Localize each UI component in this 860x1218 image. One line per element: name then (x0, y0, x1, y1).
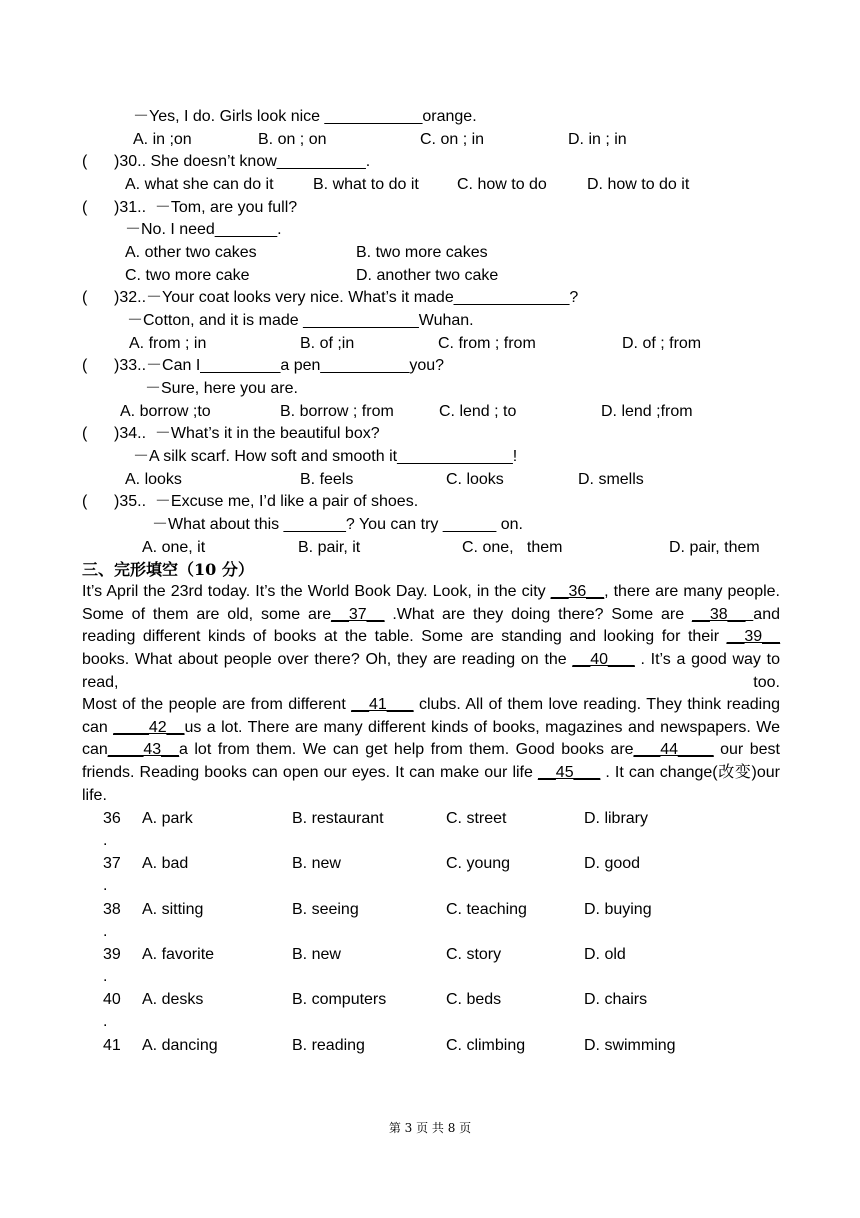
q34-option-a: A. looks (125, 471, 182, 488)
cloze-question-number: 38 (103, 900, 121, 918)
cloze-number-dot: . (103, 877, 108, 895)
q32-option-a: A. from ; in (129, 335, 207, 352)
q30-option-d: D. how to do it (587, 176, 690, 193)
cloze-question-number: 36 (103, 810, 121, 827)
cloze-question-number: 41 (103, 1036, 121, 1054)
cloze-option-d: D. good (584, 855, 641, 873)
answer-blank: __41___ (351, 696, 414, 713)
passage-text: . It’s a good way to read, too. (82, 651, 781, 691)
q32-option-d: D. of ; from (622, 335, 702, 352)
cloze-option-d: D. swimming (584, 1036, 676, 1054)
cloze-option-c: C. story (446, 945, 502, 963)
cloze-option-b: B. reading (292, 1036, 365, 1054)
answer-blank: __38__ (692, 605, 754, 623)
answer-blank: ____42__ (113, 718, 185, 736)
answer-blank: ____43__ (107, 741, 179, 759)
q30-option-b: B. what to do it (313, 176, 419, 193)
q35-stem: ( )35.. －Excuse me, I’d like a pair of shoes. (82, 493, 419, 510)
passage-text: It’s April the 23rd today. It’s the World Book Day. Look, in the city (82, 583, 551, 600)
answer-blank: __40___ (572, 651, 635, 669)
q34-stem: ( )34.. －What’s it in the beautiful box? (82, 425, 380, 442)
q32-reply: －Cotton, and it is made _____________Wuhan. (127, 312, 474, 329)
q30-option-c: C. how to do (457, 176, 547, 193)
section-title: 三、完形填空（10 分） (82, 560, 254, 579)
cloze-option-c: C. climbing (446, 1036, 526, 1054)
q32-option-b: B. of ;in (300, 335, 355, 352)
cloze-option-c: C. street (446, 810, 507, 827)
q31-reply: －No. I need_______. (125, 221, 282, 238)
cloze-number-dot: . (103, 967, 108, 985)
cloze-option-b: B. seeing (292, 900, 359, 918)
passage-text: .What are they doing there? Some are (384, 605, 693, 623)
answer-blank: __39__ (726, 628, 780, 646)
q31-option-a: A. other two cakes (125, 244, 257, 261)
answer-blank: __45___ (538, 764, 601, 782)
cloze-number-dot: . (103, 1013, 108, 1031)
passage-text: a lot from them. We can get help from them. Good books are (178, 741, 634, 759)
cloze-option-a: A. desks (142, 991, 204, 1009)
cloze-question-number: 40 (103, 991, 121, 1009)
passage-paragraph-2 (82, 694, 780, 808)
q29-option-c: C. on ; in (420, 131, 485, 148)
q29-option-a: A. in ;on (133, 131, 192, 148)
cloze-option-b: B. new (292, 945, 341, 963)
q31-option-d: D. another two cake (356, 267, 499, 284)
q34-reply: －A silk scarf. How soft and smooth it_____________! (133, 448, 518, 465)
cloze-option-c: C. teaching (446, 900, 527, 918)
q33-option-d: D. lend ;from (601, 403, 693, 420)
q35-reply: －What about this _______? You can try ______ on. (152, 516, 523, 533)
cloze-option-a: A. sitting (142, 900, 204, 918)
passage-text: our best friends. Reading books can open our eyes. It can make our life (82, 741, 780, 782)
passage-text: books. What about people over there? Oh, they are reading on the (82, 651, 573, 669)
q35-option-b: B. pair, it (298, 539, 361, 556)
cloze-option-d: D. library (584, 810, 649, 827)
passage-text: clubs. All of them love reading. They think reading can (82, 696, 780, 736)
cloze-option-d: D. buying (584, 900, 652, 918)
q32-option-c: C. from ; from (438, 335, 536, 352)
cloze-question-number: 37 (103, 855, 121, 873)
q31-option-b: B. two more cakes (356, 244, 488, 261)
q32-stem: ( )32..－Your coat looks very nice. What’s it made_____________? (82, 289, 579, 306)
q33-reply: －Sure, here you are. (145, 380, 298, 397)
page-footer: 第 3 页 共 8 页 (388, 1121, 472, 1135)
answer-blank: ___44____ (633, 741, 714, 759)
cloze-option-c: C. young (446, 855, 511, 873)
passage-text: . It can change(改变)our life. (82, 764, 780, 804)
passage-text: , there are many people. Some of them are old, some are (82, 583, 780, 623)
q29-option-b: B. on ; on (258, 131, 327, 148)
answer-blank: __36__ (550, 583, 605, 600)
cloze-question-number: 39 (103, 945, 121, 963)
cloze-option-d: D. old (584, 945, 626, 963)
cloze-number-dot: . (103, 922, 108, 940)
cloze-option-a: A. dancing (142, 1036, 218, 1054)
q35-option-a: A. one, it (142, 539, 206, 556)
cloze-option-c: C. beds (446, 991, 502, 1009)
q30-option-a: A. what she can do it (125, 176, 274, 193)
cloze-option-a: A. bad (142, 855, 189, 873)
q33-option-a: A. borrow ;to (120, 403, 211, 420)
q34-option-d: D. smells (578, 471, 644, 488)
q34-option-c: C. looks (446, 471, 504, 488)
cloze-option-a: A. favorite (142, 945, 215, 963)
cloze-number-dot: . (103, 832, 108, 849)
q33-option-c: C. lend ; to (439, 403, 517, 420)
q29-reply: －Yes, I do. Girls look nice ___________orange. (133, 108, 477, 125)
q33-stem: ( )33..－Can I_________a pen__________you? (82, 357, 445, 374)
passage-paragraph-1 (82, 581, 780, 695)
cloze-option-b: B. new (292, 855, 341, 873)
cloze-option-d: D. chairs (584, 991, 648, 1009)
passage-text: and reading different kinds of books at the table. Some are standing and looking for their (82, 605, 780, 646)
passage-text: us a lot. There are many different kinds of books, magazines and newspapers. We can (82, 718, 780, 759)
q30-stem: ( )30.. She doesn’t know__________. (82, 153, 371, 170)
q29-option-d: D. in ; in (568, 131, 627, 148)
q31-option-c: C. two more cake (125, 267, 250, 284)
q33-option-b: B. borrow ; from (280, 403, 394, 420)
cloze-option-a: A. park (142, 810, 193, 827)
passage-text: Most of the people are from different (82, 696, 352, 713)
q31-stem: ( )31.. －Tom, are you full? (82, 199, 298, 216)
q35-option-c: C. one, them (462, 539, 563, 556)
q35-option-d: D. pair, them (669, 539, 760, 556)
cloze-option-b: B. computers (292, 991, 387, 1009)
q34-option-b: B. feels (300, 471, 354, 488)
cloze-option-b: B. restaurant (292, 810, 384, 827)
answer-blank: __37__ (331, 605, 385, 623)
